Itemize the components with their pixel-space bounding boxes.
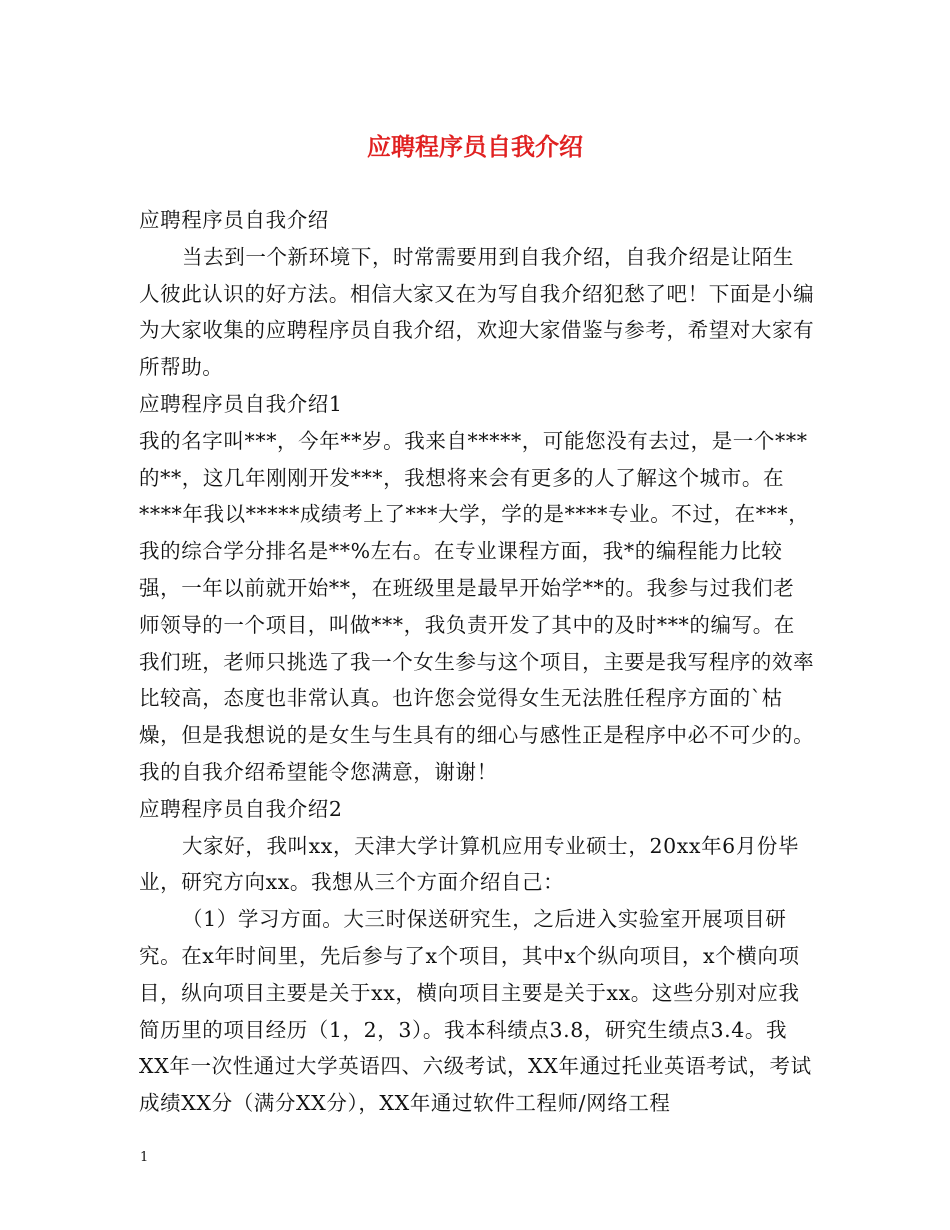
- section-heading-2: 应聘程序员自我介绍2: [139, 796, 343, 821]
- document-title: 应聘程序员自我介绍: [367, 132, 583, 161]
- section-heading-intro: 应聘程序员自我介绍: [139, 208, 329, 232]
- section-heading-1: 应聘程序员自我介绍1: [139, 391, 343, 416]
- intro-paragraph: 当去到一个新环境下，时常需要用到自我介绍，自我介绍是让陌生人彼此认识的好方法。相信大家又在为写自我介绍犯愁了吧！下面是小编为大家收集的应聘程序员自我介绍，欢迎大家借鉴与参考，希望对大家有所帮助。: [139, 244, 815, 380]
- sample-2-paragraph: 大家好，我叫xx，天津大学计算机应用专业硕士，20xx年6月份毕业，研究方向xx。我想从三个方面介绍自己：: [139, 833, 800, 895]
- document-body: [139, 202, 815, 1122]
- page-number: 1: [140, 1150, 149, 1165]
- sample-2-study-paragraph: （1）学习方面。大三时保送研究生，之后进入实验室开展项目研究。在x年时间里，先后参与了x个项目，其中x个纵向项目，x个横向项目，纵向项目主要是关于xx，横向项目主要是关于xx。这些分别对应我简历里的项目经历（1，2，3）。我本科绩点3.8，研究生绩点3.4。我XX年一次性通过大学英语四、六级考试，XX年通过托业英语考试，考试成绩XX分（满分XX分），XX年通过软件工程师/网络工程: [139, 907, 812, 1116]
- sample-1-paragraph: 我的名字叫***，今年**岁。我来自*****，可能您没有去过，是一个***的**，这几年刚刚开发***，我想将来会有更多的人了解这个城市。在****年我以*****成绩考上了***大学，学的是****专业。不过，在***，我的综合学分排名是**%左右。在专业课程方面，我*的编程能力比较强，一年以前就开始**，在班级里是最早开始学**的。我参与过我们老师领导的一个项目，叫做***，我负责开发了其中的及时***的编写。在我们班，老师只挑选了我一个女生参与这个项目，主要是我写程序的效率比较高，态度也非常认真。也许您会觉得女生无法胜任程序方面的`枯燥，但是我想说的是女生与生具有的细心与感性正是程序中必不可少的。 我的自我介绍希望能令您满意，谢谢！: [139, 428, 815, 784]
